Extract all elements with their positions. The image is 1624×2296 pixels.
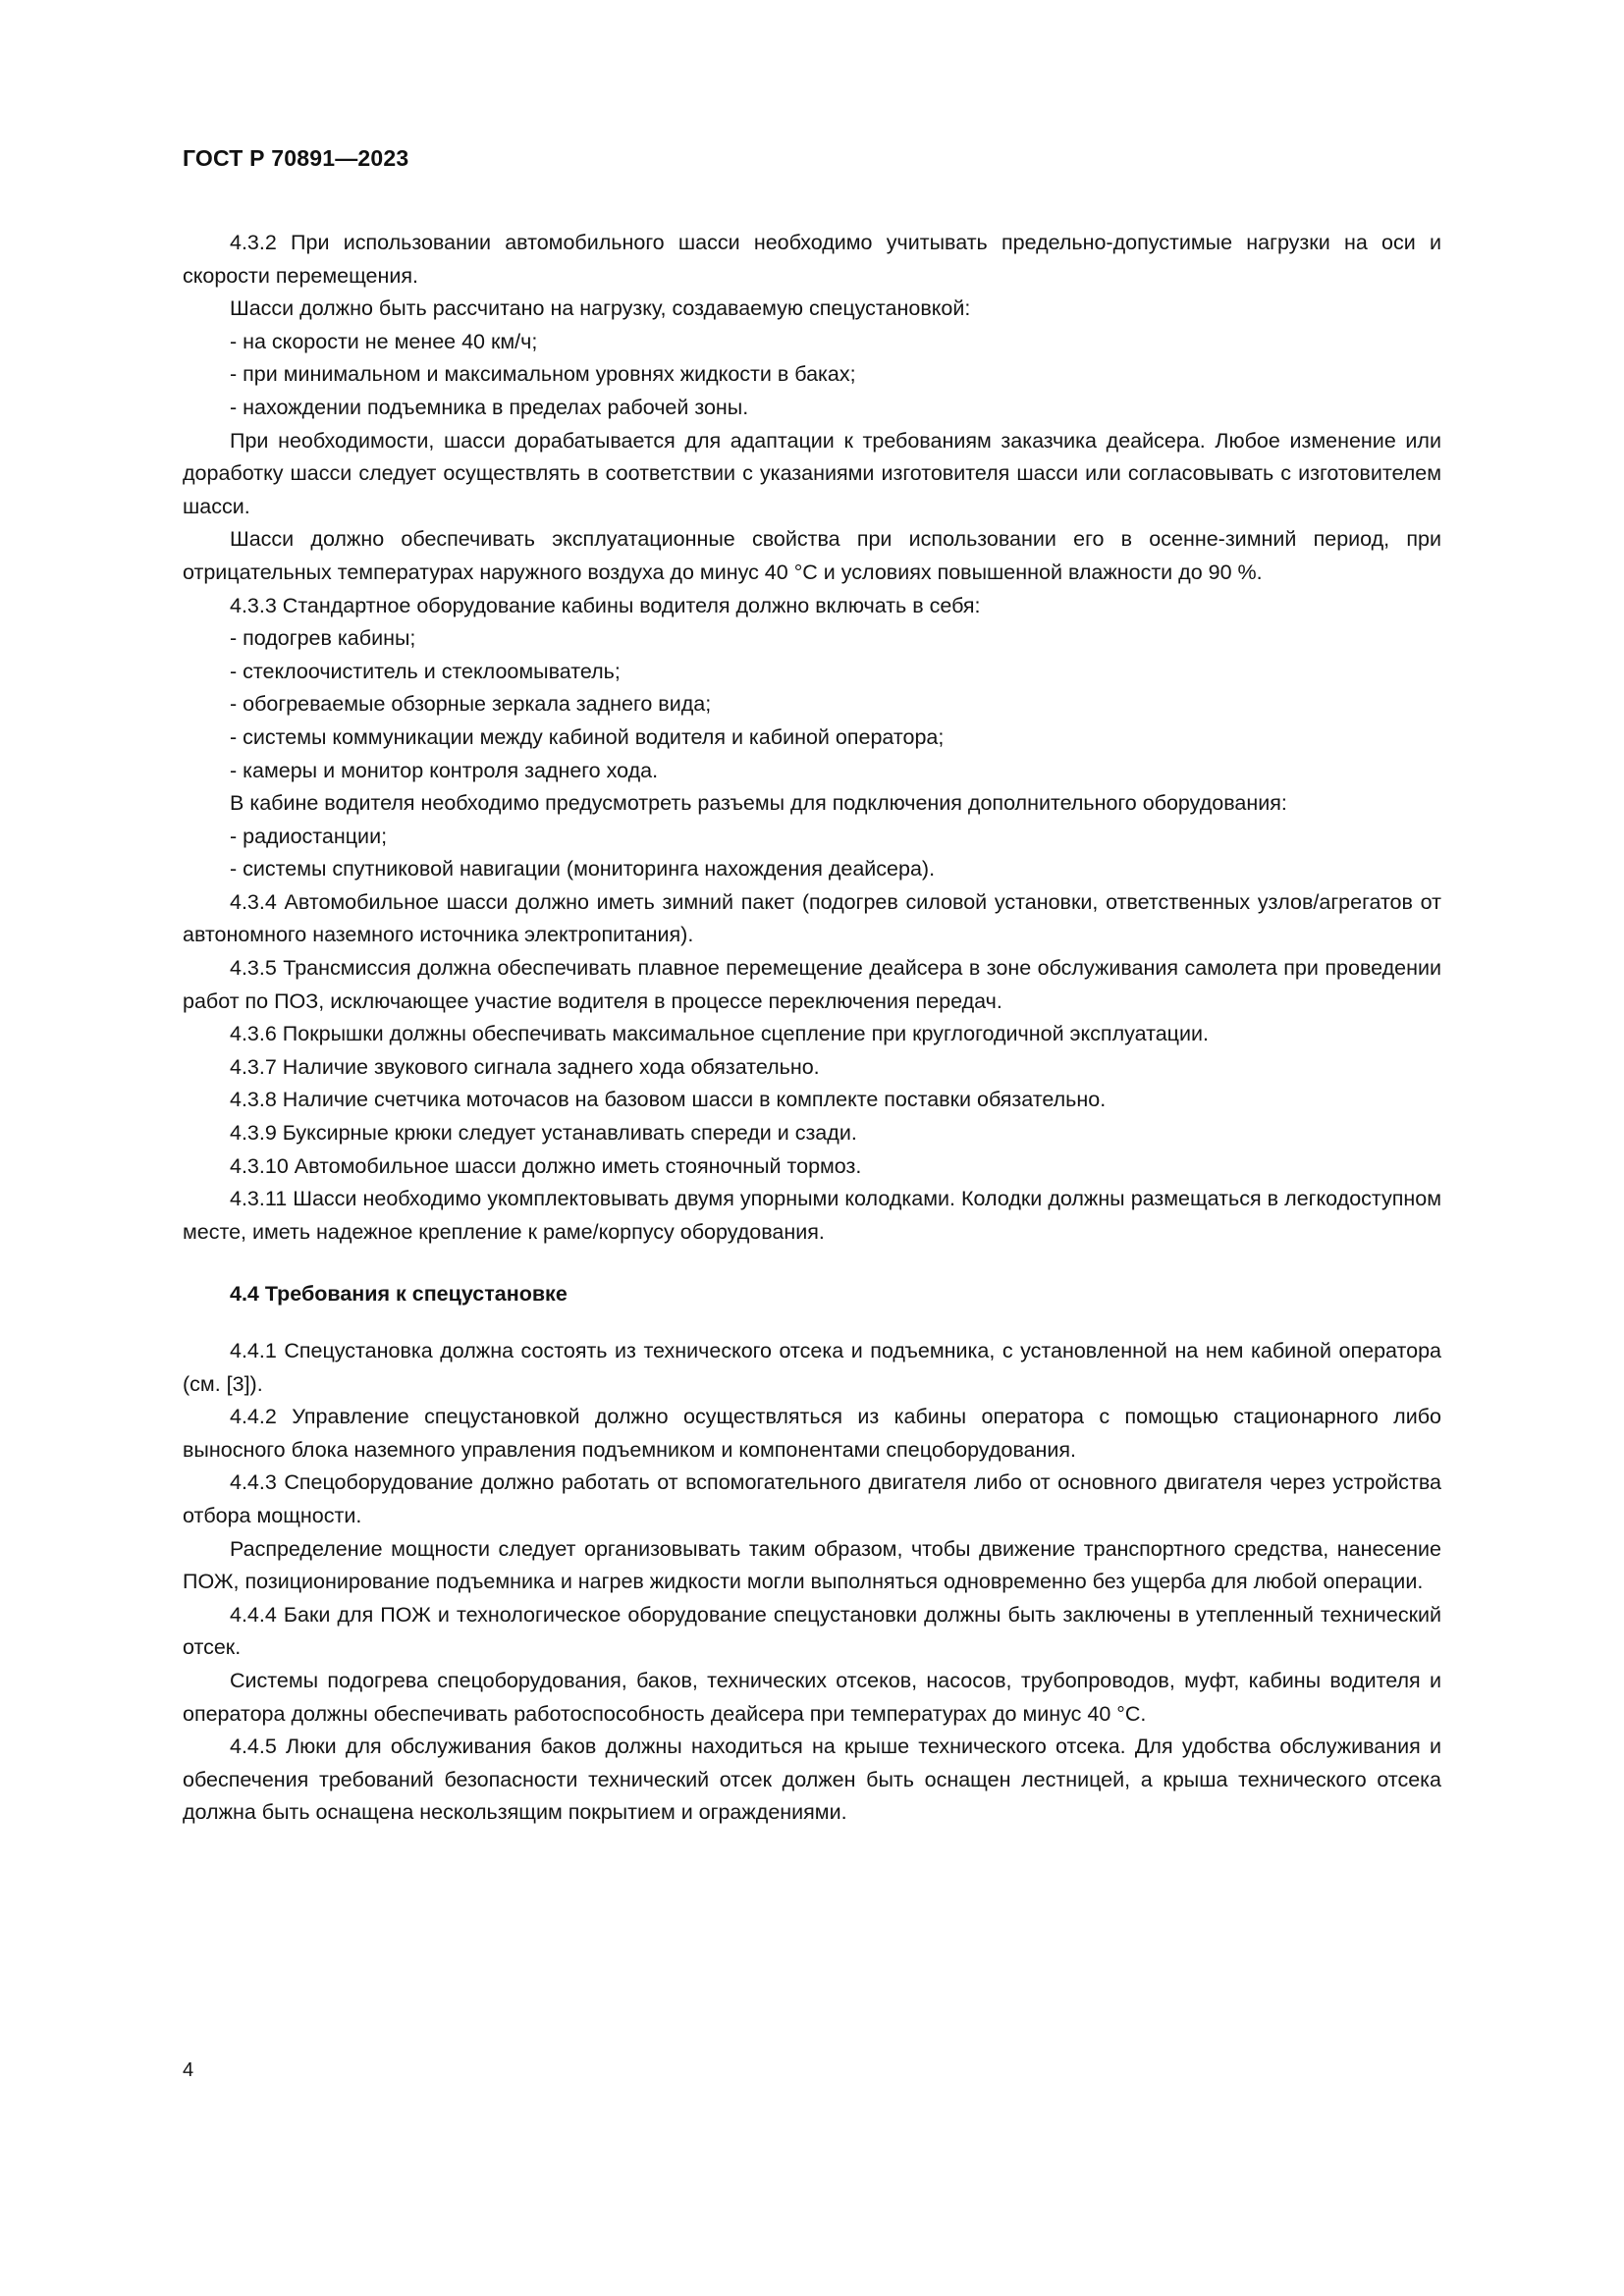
paragraph-4-3-2: 4.3.2 При использовании автомобильного шасси необходимо учитывать предельно-допустимые нагрузки на оси и скорости перемещения.	[183, 231, 1441, 288]
paragraph-4-3-3: 4.3.3 Стандартное оборудование кабины водителя должно включать в себя:	[230, 593, 981, 617]
paragraph-4-3-7: 4.3.7 Наличие звукового сигнала заднего хода обязательно.	[230, 1054, 820, 1079]
paragraph-4-3-11: 4.3.11 Шасси необходимо укомплектовывать двумя упорными колодками. Колодки должны размещаться в легкодоступном месте, иметь надежное крепление к раме/корпусу оборудования.	[183, 1187, 1441, 1244]
paragraph-power-distribution: Распределение мощности следует организовывать таким образом, чтобы движение транспортного средства, нанесение ПОЖ, позиционирование подъемника и нагрев жидкости могли выполняться одновременно без ущерба для любой операции.	[183, 1536, 1441, 1594]
paragraph-heating-systems: Системы подогрева спецоборудования, баков, технических отсеков, насосов, трубопроводов, муфт, кабины водителя и оператора должны обеспечивать работоспособность деайсера при температурах до минус 40 °C.	[183, 1668, 1441, 1726]
paragraph-4-4-2: 4.4.2 Управление спецустановкой должно осуществляться из кабины оператора с помощью стационарного либо выносного блока наземного управления подъемником и компонентами спецоборудования.	[183, 1405, 1441, 1462]
paragraph-4-4-3: 4.4.3 Спецоборудование должно работать от вспомогательного двигателя либо от основного двигателя через устройства отбора мощности.	[183, 1470, 1441, 1527]
list-item-heated-mirrors: - обогреваемые обзорные зеркала заднего вида;	[230, 692, 712, 717]
list-item-rear-view-camera: - камеры и монитор контроля заднего хода.	[230, 758, 659, 782]
page-content	[183, 145, 1441, 1830]
paragraph-4-3-8: 4.3.8 Наличие счетчика моточасов на базовом шасси в комплекте поставки обязательно.	[230, 1088, 1107, 1112]
paragraph-chassis-load: Шасси должно быть рассчитано на нагрузку, создаваемую спецустановкой:	[230, 296, 971, 321]
list-item-satellite-navigation: - системы спутниковой навигации (мониторинга нахождения деайсера).	[230, 857, 936, 881]
paragraph-4-3-10: 4.3.10 Автомобильное шасси должно иметь стояночный тормоз.	[230, 1153, 862, 1178]
document-standard-header: ГОСТ Р 70891—2023	[183, 145, 409, 171]
section-heading-4-4: 4.4 Требования к спецустановке	[230, 1282, 568, 1307]
list-item-speed: - на скорости не менее 40 км/ч;	[230, 329, 538, 353]
list-item-radio-station: - радиостанции;	[230, 824, 388, 848]
paragraph-4-3-5: 4.3.5 Трансмиссия должна обеспечивать плавное перемещение деайсера в зоне обслуживания самолета при проведении работ по ПОЗ, исключающее участие водителя в процессе переключения передач.	[183, 956, 1441, 1013]
list-item-wiper-washer: - стеклоочиститель и стеклоомыватель;	[230, 659, 621, 683]
page-number: 4	[183, 2059, 194, 2081]
paragraph-connectors: В кабине водителя необходимо предусмотреть разъемы для подключения дополнительного оборудования:	[230, 791, 1287, 816]
paragraph-winter-properties: Шасси должно обеспечивать эксплуатационные свойства при использовании его в осенне-зимний период, при отрицательных температурах наружного воздуха до минус 40 °C и условиях повышенной влажности до 90 %.	[183, 527, 1441, 584]
paragraph-4-4-5: 4.4.5 Люки для обслуживания баков должны находиться на крыше технического отсека. Для удобства обслуживания и обеспечения требований безопасности технический отсек должен быть оснащен лестницей, а крыша технического отсека должна быть оснащена нескользящим покрытием и ограждениями.	[183, 1735, 1441, 1825]
list-item-communication-systems: - системы коммуникации между кабиной водителя и кабиной оператора;	[230, 724, 945, 749]
paragraph-customer-requirements: При необходимости, шасси дорабатывается для адаптации к требованиям заказчика деайсера. Любое изменение или доработку шасси следует осуществлять в соответствии с указаниями изготовителя шасси или согласовывать с изготовителем шасси.	[183, 428, 1441, 518]
paragraph-4-4-4: 4.4.4 Баки для ПОЖ и технологическое оборудование спецустановки должны быть заключены в утепленный технический отсек.	[183, 1602, 1441, 1660]
list-item-cabin-heating: - подогрев кабины;	[230, 626, 416, 651]
paragraph-4-3-6: 4.3.6 Покрышки должны обеспечивать максимальное сцепление при круглогодичной эксплуатации.	[230, 1022, 1209, 1046]
paragraph-4-4-1: 4.4.1 Спецустановка должна состоять из технического отсека и подъемника, с установленной на нем кабиной оператора (см. [3]).	[183, 1339, 1441, 1396]
paragraph-4-3-9: 4.3.9 Буксирные крюки следует устанавливать спереди и сзади.	[230, 1121, 857, 1146]
document-body	[183, 227, 1441, 1830]
paragraph-4-3-4: 4.3.4 Автомобильное шасси должно иметь зимний пакет (подогрев силовой установки, ответственных узлов/агрегатов от автономного наземного источника электропитания).	[183, 889, 1441, 947]
list-item-lift-working-zone: - нахождении подъемника в пределах рабочей зоны.	[230, 395, 749, 419]
list-item-fluid-levels: - при минимальном и максимальном уровнях жидкости в баках;	[230, 362, 856, 387]
